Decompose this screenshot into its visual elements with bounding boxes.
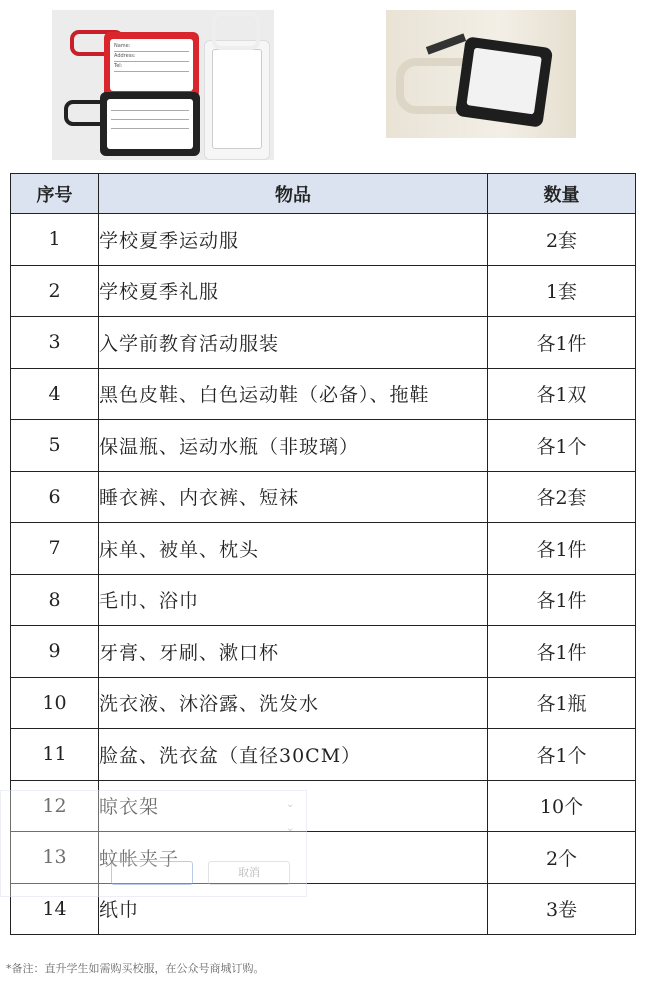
white-luggage-tag — [204, 40, 270, 160]
chevron-down-icon: ⌄ — [286, 799, 295, 810]
white-strap — [212, 12, 260, 50]
row-no: 4 — [11, 368, 99, 420]
faded-dialog-overlay — [0, 790, 307, 897]
header-qty: 数量 — [488, 174, 636, 214]
black-tag-card — [107, 99, 193, 149]
row-item: 学校夏季运动服 — [99, 214, 488, 266]
row-qty: 各1瓶 — [488, 677, 636, 729]
black-luggage-tag — [100, 92, 200, 156]
row-item: 入学前教育活动服装 — [99, 317, 488, 369]
table-row — [11, 471, 636, 523]
red-luggage-tag — [104, 32, 199, 98]
row-no: 6 — [11, 471, 99, 523]
row-qty: 各1个 — [488, 420, 636, 472]
table-row — [11, 420, 636, 472]
table-row — [11, 729, 636, 781]
row-item: 床单、被单、枕头 — [99, 523, 488, 575]
row-item: 蚊帐夹子 — [99, 832, 488, 884]
table-row — [11, 626, 636, 678]
table-header-row — [11, 174, 636, 214]
row-item: 毛巾、浴巾 — [99, 574, 488, 626]
row-no: 3 — [11, 317, 99, 369]
row-no: 14 — [11, 883, 99, 935]
tag-address-card — [110, 39, 193, 91]
confirm-button[interactable] — [111, 861, 193, 885]
row-qty: 各2套 — [488, 471, 636, 523]
tag-window — [466, 48, 541, 115]
row-no: 1 — [11, 214, 99, 266]
table-row — [11, 368, 636, 420]
tag-address-line: Address: — [114, 52, 189, 62]
tag-name-line: Name: — [114, 42, 189, 52]
header-item: 物品 — [99, 174, 488, 214]
suitcase-tag-photo — [386, 10, 576, 138]
row-item: 黑色皮鞋、白色运动鞋（必备）、拖鞋 — [99, 368, 488, 420]
white-tag-card — [212, 49, 262, 149]
chevron-down-icon: ⌄ — [286, 823, 295, 834]
cancel-button[interactable]: 取消 — [208, 861, 290, 885]
row-qty: 各1件 — [488, 523, 636, 575]
row-item: 脸盆、洗衣盆（直径30CM） — [99, 729, 488, 781]
row-no: 11 — [11, 729, 99, 781]
row-item: 学校夏季礼服 — [99, 265, 488, 317]
row-qty: 各1件 — [488, 574, 636, 626]
row-item: 保温瓶、运动水瓶（非玻璃） — [99, 420, 488, 472]
table-row — [11, 214, 636, 266]
row-no: 9 — [11, 626, 99, 678]
row-qty: 1套 — [488, 265, 636, 317]
row-no: 8 — [11, 574, 99, 626]
table-row — [11, 523, 636, 575]
table-row — [11, 265, 636, 317]
row-no: 12 — [11, 780, 99, 832]
row-qty: 2套 — [488, 214, 636, 266]
row-qty: 2个 — [488, 832, 636, 884]
row-qty: 各1件 — [488, 317, 636, 369]
luggage-tags-photo — [52, 10, 274, 160]
row-qty: 10个 — [488, 780, 636, 832]
tag-tel-line: Tel: — [114, 62, 189, 72]
row-item: 睡衣裤、内衣裤、短袜 — [99, 471, 488, 523]
row-qty: 各1个 — [488, 729, 636, 781]
row-item: 洗衣液、沐浴露、洗发水 — [99, 677, 488, 729]
header-no: 序号 — [11, 174, 99, 214]
row-no: 10 — [11, 677, 99, 729]
footnote: *备注：直升学生如需购买校服，在公众号商城订购。 — [6, 962, 265, 975]
row-item: 晾衣架 — [99, 780, 488, 832]
table-row — [11, 574, 636, 626]
row-no: 7 — [11, 523, 99, 575]
black-tag-on-suitcase — [455, 36, 553, 127]
table-row — [11, 677, 636, 729]
row-item: 牙膏、牙刷、漱口杯 — [99, 626, 488, 678]
row-item: 纸巾 — [99, 883, 488, 935]
row-no: 2 — [11, 265, 99, 317]
row-qty: 各1双 — [488, 368, 636, 420]
row-qty: 各1件 — [488, 626, 636, 678]
row-qty: 3卷 — [488, 883, 636, 935]
row-no: 5 — [11, 420, 99, 472]
row-no: 13 — [11, 832, 99, 884]
table-row — [11, 317, 636, 369]
